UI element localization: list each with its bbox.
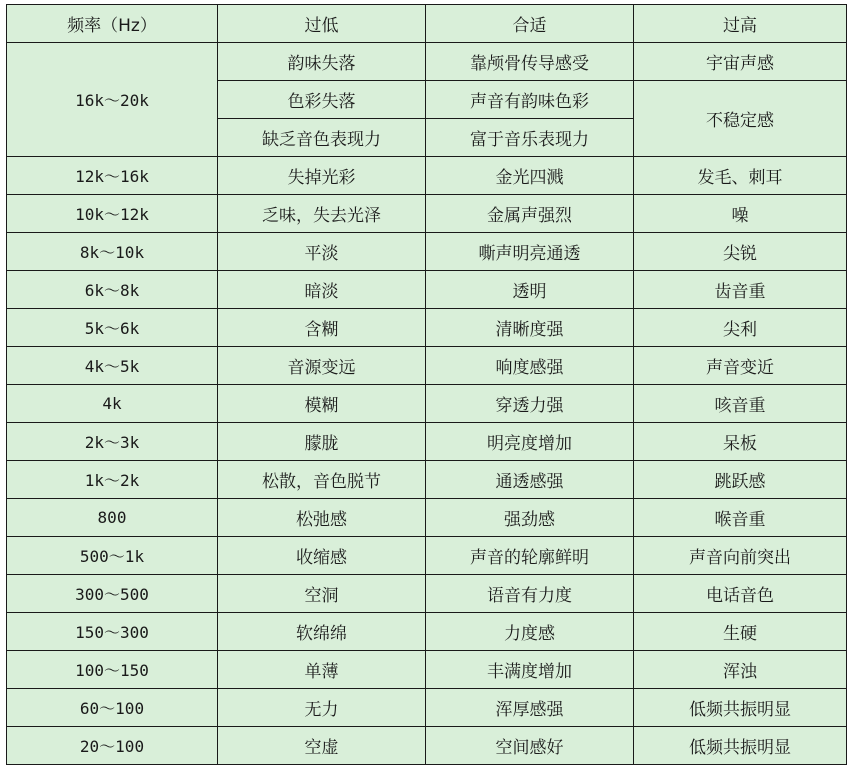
table-row <box>7 309 847 347</box>
table-row <box>7 537 847 575</box>
cell-low: 无力 <box>218 689 426 727</box>
header-low: 过低 <box>218 5 426 43</box>
cell-freq: 4k <box>7 385 218 423</box>
cell-high: 喉音重 <box>634 499 847 537</box>
cell-low: 软绵绵 <box>218 613 426 651</box>
cell-low: 韵味失落 <box>218 43 426 81</box>
cell-low: 含糊 <box>218 309 426 347</box>
header-row <box>7 5 847 43</box>
cell-high: 尖利 <box>634 309 847 347</box>
table-row <box>7 233 847 271</box>
cell-low: 音源变远 <box>218 347 426 385</box>
table-row <box>7 347 847 385</box>
cell-low: 朦胧 <box>218 423 426 461</box>
cell-low: 空洞 <box>218 575 426 613</box>
cell-ok: 浑厚感强 <box>426 689 634 727</box>
table-row <box>7 423 847 461</box>
cell-low: 松散，音色脱节 <box>218 461 426 499</box>
cell-low: 模糊 <box>218 385 426 423</box>
cell-low: 松弛感 <box>218 499 426 537</box>
cell-ok: 金属声强烈 <box>426 195 634 233</box>
cell-low: 乏味，失去光泽 <box>218 195 426 233</box>
cell-freq: 5k～6k <box>7 309 218 347</box>
cell-freq: 16k～20k <box>7 43 218 157</box>
table-row <box>7 499 847 537</box>
cell-high: 浑浊 <box>634 651 847 689</box>
cell-low: 单薄 <box>218 651 426 689</box>
cell-ok: 通透感强 <box>426 461 634 499</box>
cell-ok: 声音有韵味色彩 <box>426 81 634 119</box>
cell-ok: 清晰度强 <box>426 309 634 347</box>
table-row <box>7 385 847 423</box>
cell-low: 平淡 <box>218 233 426 271</box>
cell-freq: 2k～3k <box>7 423 218 461</box>
cell-freq: 500～1k <box>7 537 218 575</box>
cell-ok: 富于音乐表现力 <box>426 119 634 157</box>
cell-freq: 6k～8k <box>7 271 218 309</box>
cell-low: 空虚 <box>218 727 426 765</box>
cell-ok: 力度感 <box>426 613 634 651</box>
table-body <box>7 5 847 765</box>
table-row <box>7 613 847 651</box>
cell-freq: 800 <box>7 499 218 537</box>
cell-ok: 透明 <box>426 271 634 309</box>
cell-freq: 300～500 <box>7 575 218 613</box>
table-row <box>7 195 847 233</box>
cell-high: 声音变近 <box>634 347 847 385</box>
cell-freq: 8k～10k <box>7 233 218 271</box>
cell-ok: 明亮度增加 <box>426 423 634 461</box>
cell-high: 跳跃感 <box>634 461 847 499</box>
cell-high: 宇宙声感 <box>634 43 847 81</box>
cell-ok: 金光四溅 <box>426 157 634 195</box>
cell-freq: 10k～12k <box>7 195 218 233</box>
cell-low: 失掉光彩 <box>218 157 426 195</box>
cell-low: 收缩感 <box>218 537 426 575</box>
cell-high: 生硬 <box>634 613 847 651</box>
cell-ok: 丰满度增加 <box>426 651 634 689</box>
cell-ok: 空间感好 <box>426 727 634 765</box>
cell-freq: 60～100 <box>7 689 218 727</box>
header-high: 过高 <box>634 5 847 43</box>
cell-freq: 20～100 <box>7 727 218 765</box>
table-row <box>7 461 847 499</box>
table-row <box>7 575 847 613</box>
cell-ok: 穿透力强 <box>426 385 634 423</box>
cell-ok: 声音的轮廓鲜明 <box>426 537 634 575</box>
cell-high: 低频共振明显 <box>634 689 847 727</box>
table-row <box>7 651 847 689</box>
cell-ok: 语音有力度 <box>426 575 634 613</box>
cell-freq: 1k～2k <box>7 461 218 499</box>
cell-low: 色彩失落 <box>218 81 426 119</box>
frequency-table-container <box>6 4 846 765</box>
cell-high: 声音向前突出 <box>634 537 847 575</box>
cell-low: 暗淡 <box>218 271 426 309</box>
cell-ok: 强劲感 <box>426 499 634 537</box>
cell-high: 不稳定感 <box>634 81 847 157</box>
cell-high: 咳音重 <box>634 385 847 423</box>
table-row <box>7 43 847 81</box>
cell-high: 齿音重 <box>634 271 847 309</box>
table-row <box>7 727 847 765</box>
cell-low: 缺乏音色表现力 <box>218 119 426 157</box>
table-row <box>7 689 847 727</box>
frequency-table <box>6 4 847 765</box>
cell-ok: 靠颅骨传导感受 <box>426 43 634 81</box>
header-freq: 频率（Hz） <box>7 5 218 43</box>
table-row <box>7 157 847 195</box>
cell-freq: 4k～5k <box>7 347 218 385</box>
cell-high: 电话音色 <box>634 575 847 613</box>
header-ok: 合适 <box>426 5 634 43</box>
cell-freq: 150～300 <box>7 613 218 651</box>
cell-high: 发毛、刺耳 <box>634 157 847 195</box>
cell-freq: 100～150 <box>7 651 218 689</box>
cell-high: 尖锐 <box>634 233 847 271</box>
cell-high: 呆板 <box>634 423 847 461</box>
cell-high: 噪 <box>634 195 847 233</box>
cell-ok: 嘶声明亮通透 <box>426 233 634 271</box>
table-row <box>7 271 847 309</box>
cell-freq: 12k～16k <box>7 157 218 195</box>
cell-ok: 响度感强 <box>426 347 634 385</box>
cell-high: 低频共振明显 <box>634 727 847 765</box>
